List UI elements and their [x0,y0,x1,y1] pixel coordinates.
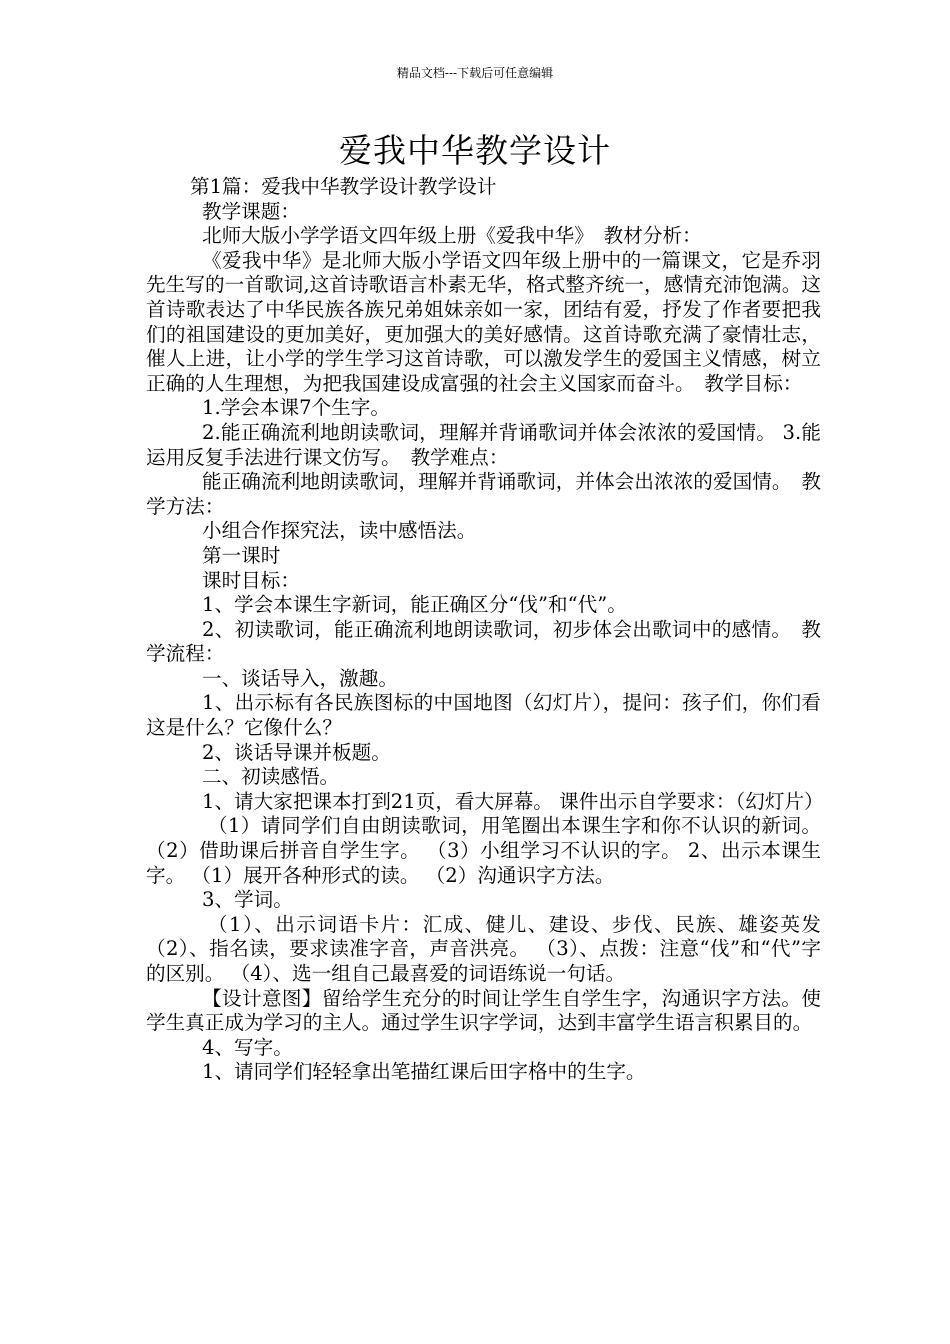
paragraph: 1.学会本课7个生字。 [202,396,390,420]
paragraph: 第1篇：爱我中华教学设计教学设计 [190,175,497,198]
document-title: 爱我中华教学设计 [339,131,611,170]
paragraph: 课时目标： [202,568,300,592]
paragraph: 3、学词。 [202,888,293,912]
paragraph: 2.能正确流利地朗读歌词，理解并背诵歌词并体会浓浓的爱国情。 3.能运用反复手法进行课文仿写。 教学难点： [146,420,821,469]
paragraph: （1）请同学们自由朗读歌词，用笔圈出本课生字和你不认识的新词。 （2）借助课后拼音自学生字。 （3）小组学习不认识的字。 2、出示本课生字。 （1）展开各种形式的读。 （2）沟通识字方法。 [146,814,821,887]
document-body [146,175,824,1085]
paragraph: 1、请同学们轻轻拿出笔描红课后田字格中的生字。 [202,1060,646,1084]
paragraph: 1、出示标有各民族图标的中国地图（幻灯片），提问：孩子们，你们看这是什么？它像什么？ [146,691,821,740]
paragraph: （1）、出示词语卡片：汇成、健儿、建设、步伐、民族、雄姿英发 （2）、指名读，要求读准字音，声音洪亮。 （3）、点拨：注意“伐”和“代”字的区别。 （4）、选一组自己最喜爱的词语练说一句话。 [146,912,821,985]
paragraph: 一、谈话导入，激趣。 [202,666,398,690]
paragraph: 《爱我中华》是北师大版小学语文四年级上册中的一篇课文，它是乔羽先生写的一首歌词,这首诗歌语言朴素无华，格式整齐统一，感情充沛饱满。这首诗歌表达了中华民族各族兄弟姐妹亲如一家，团结有爱，抒发了作者要把我们的祖国建设的更加美好，更加强大的美好感情。这首诗歌充满了豪情壮志，催人上进，让小学的学生学习这首诗歌，可以激发学生的爱国主义情感，树立正确的人生理想，为把我国建设成富强的社会主义国家而奋斗。 教学目标： [146,248,821,395]
paragraph: 第一课时 [202,543,281,567]
paragraph: 教学课题： [202,199,300,223]
paragraph: 能正确流利地朗读歌词，理解并背诵歌词，并体会出浓浓的爱国情。 教学方法： [146,470,821,518]
paragraph: 2、初读歌词，能正确流利地朗读歌词，初步体会出歌词中的感情。 教学流程： [146,617,821,666]
paragraph: 【设计意图】留给学生充分的时间让学生自学生字，沟通识字方法。使学生真正成为学习的主人。通过学生识字学词，达到丰富学生语言积累目的。 [146,986,821,1035]
page-header: 精品文档---下载后可任意编辑 [396,66,554,80]
paragraph: 二、初读感悟。 [202,765,340,789]
paragraph: 2、谈话导课并板题。 [202,740,391,764]
paragraph: 1、学会本课生字新词，能正确区分“伐”和“代”。 [202,593,627,617]
paragraph: 1、请大家把课本打到21页，看大屏幕。 课件出示自学要求：（幻灯片） [202,789,824,813]
paragraph: 小组合作探究法，读中感悟法。 [202,519,477,543]
paragraph: 4、写字。 [202,1035,293,1059]
paragraph: 北师大版小学学语文四年级上册《爱我中华》 教材分析： [202,224,702,248]
